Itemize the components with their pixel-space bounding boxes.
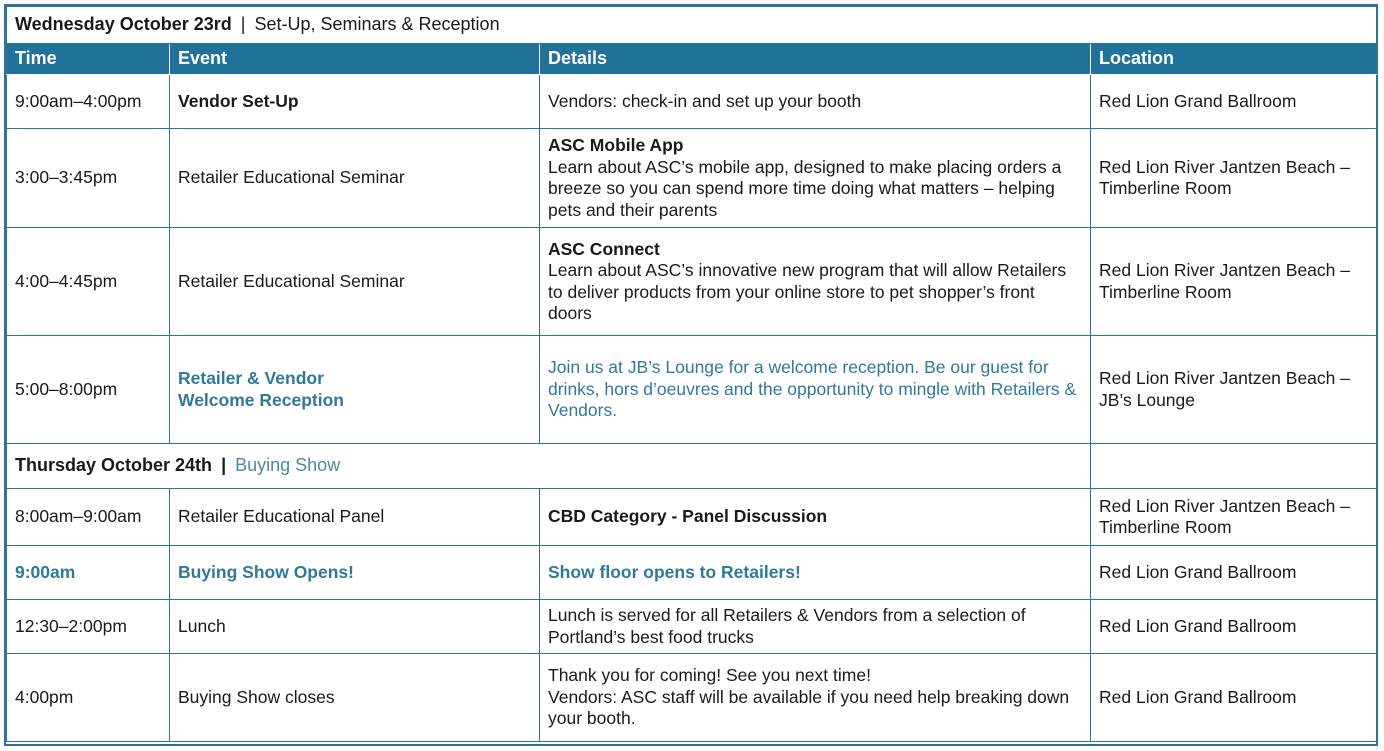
event-cell: Retailer Educational Seminar — [170, 228, 540, 336]
day-header-wednesday — [7, 7, 1377, 44]
time-cell: 5:00–8:00pm — [7, 336, 170, 444]
table-row — [7, 129, 1377, 228]
event-cell — [170, 336, 540, 444]
details-cell: CBD Category - Panel Discussion — [540, 489, 1091, 546]
day-separator: | — [240, 14, 246, 35]
column-header-row — [7, 44, 1377, 75]
location-cell: Red Lion River Jantzen Beach – Timberline Room — [1091, 129, 1377, 228]
details-cell: Join us at JB’s Lounge for a welcome reception. Be our guest for drinks, hors d’oeuvres and the opportunity to mingle with Retailers & Vendors. — [540, 336, 1091, 444]
schedule-frame — [4, 4, 1378, 746]
details-text: Learn about ASC’s innovative new program that will allow Retailers to deliver products from your online store to pet shopper’s front doors — [548, 260, 1067, 323]
event-cell: Vendor Set-Up — [170, 75, 540, 129]
location-cell: Red Lion River Jantzen Beach – JB’s Lounge — [1091, 336, 1377, 444]
location-cell: Red Lion Grand Ballroom — [1091, 546, 1377, 600]
column-header-event: Event — [170, 44, 540, 75]
location-cell: Red Lion River Jantzen Beach – Timberline Room — [1091, 228, 1377, 336]
column-header-location: Location — [1091, 44, 1377, 75]
details-title: ASC Mobile App — [548, 135, 684, 155]
location-cell: Red Lion Grand Ballroom — [1091, 654, 1377, 742]
column-header-time: Time — [7, 44, 170, 75]
event-cell: Retailer Educational Panel — [170, 489, 540, 546]
day-header-thursday — [7, 444, 1377, 489]
table-row — [7, 228, 1377, 336]
details-line: Vendors: ASC staff will be available if you need help breaking down your booth. — [548, 686, 1070, 729]
event-cell: Buying Show Opens! — [170, 546, 540, 600]
day-title: Wednesday October 23rd — [15, 14, 232, 35]
table-row — [7, 600, 1377, 654]
table-row — [7, 489, 1377, 546]
table-row — [7, 75, 1377, 129]
location-cell: Red Lion Grand Ballroom — [1091, 600, 1377, 654]
location-cell: Red Lion River Jantzen Beach – Timberline Room — [1091, 489, 1377, 546]
event-line: Welcome Reception — [178, 389, 344, 410]
details-text: Learn about ASC’s mobile app, designed to make placing orders a breeze so you can spend more time doing what matters – helping pets and their parents — [548, 156, 1062, 220]
time-cell: 3:00–3:45pm — [7, 129, 170, 228]
time-cell: 4:00–4:45pm — [7, 228, 170, 336]
event-cell: Buying Show closes — [170, 654, 540, 742]
table-row — [7, 336, 1377, 444]
day-subtitle: Set-Up, Seminars & Reception — [254, 14, 500, 35]
details-cell: Lunch is served for all Retailers & Vendors from a selection of Portland’s best food trucks — [540, 600, 1091, 654]
day-separator: | — [221, 455, 227, 476]
event-cell: Lunch — [170, 600, 540, 654]
details-cell: Show floor opens to Retailers! — [540, 546, 1091, 600]
time-cell: 4:00pm — [7, 654, 170, 742]
empty-cell — [1091, 444, 1377, 489]
time-cell: 9:00am — [7, 546, 170, 600]
location-cell: Red Lion Grand Ballroom — [1091, 75, 1377, 129]
schedule-table — [6, 6, 1377, 742]
details-line: Thank you for coming! See you next time! — [548, 665, 871, 686]
event-cell: Retailer Educational Seminar — [170, 129, 540, 228]
details-cell — [540, 129, 1091, 228]
time-cell: 8:00am–9:00am — [7, 489, 170, 546]
day-subtitle: Buying Show — [235, 455, 341, 476]
table-row — [7, 546, 1377, 600]
details-cell — [540, 654, 1091, 742]
table-row — [7, 654, 1377, 742]
details-cell: Vendors: check-in and set up your booth — [540, 75, 1091, 129]
details-title: ASC Connect — [548, 238, 660, 259]
time-cell: 12:30–2:00pm — [7, 600, 170, 654]
day-title: Thursday October 24th — [15, 455, 213, 476]
details-cell — [540, 228, 1091, 336]
column-header-details: Details — [540, 44, 1091, 75]
time-cell: 9:00am–4:00pm — [7, 75, 170, 129]
event-line: Retailer & Vendor — [178, 368, 324, 388]
